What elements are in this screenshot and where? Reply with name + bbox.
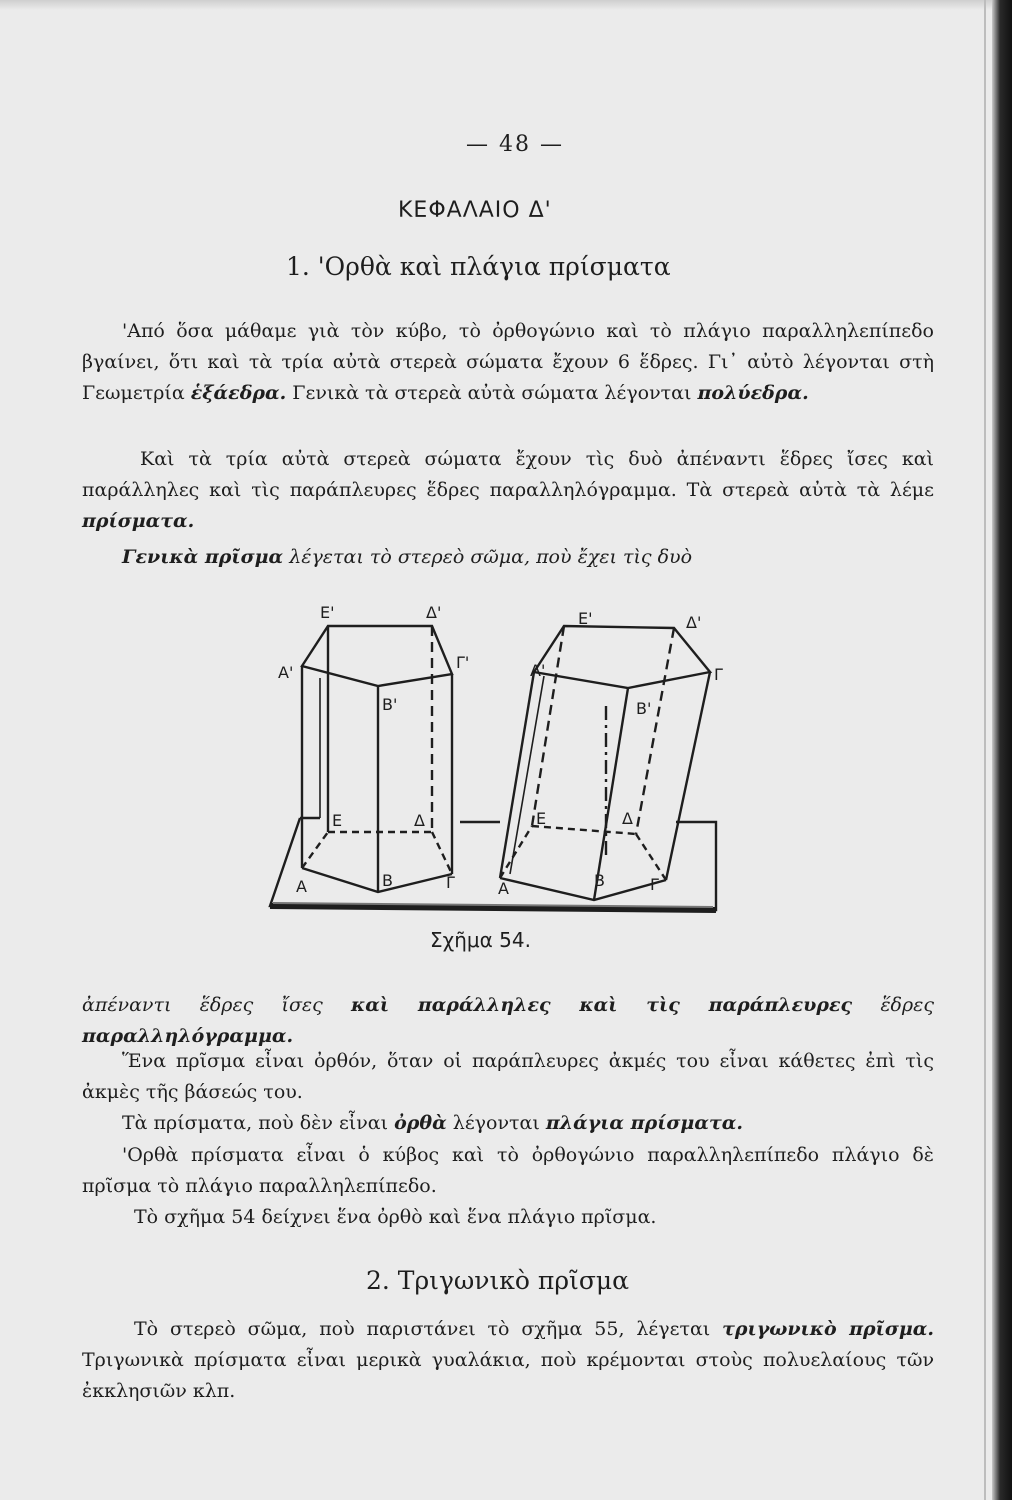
label-oblique-e-prime: Ε' — [578, 609, 593, 628]
term-polyhedra: πολύεδρα. — [697, 382, 809, 404]
paragraph-oblique-prism: Τὰ πρίσματα, ποὺ δὲν εἶναι ὀρθὰ λέγονται πλάγια πρίσματα. — [122, 1112, 743, 1134]
term-prisms: πρίσματα. — [82, 510, 195, 532]
page-top-shadow — [0, 0, 1012, 10]
label-oblique-e: Ε — [536, 809, 547, 828]
label-right-e: Ε — [332, 811, 343, 830]
label-oblique-a: Α — [498, 879, 509, 898]
chapter-title: ΚΕΦΑΛΑΙΟ Δ' — [398, 198, 552, 223]
figure-54 — [268, 596, 728, 918]
label-right-d: Δ — [414, 811, 425, 830]
oblique-prism-top-face — [534, 626, 710, 688]
oblique-prism-edge-b — [594, 688, 628, 900]
paragraph-triangular-prism: Τὸ στερεὸ σῶμα, ποὺ παριστάνει τὸ σχῆμα 55, λέγεται τριγωνικὸ πρῖσμα. Τριγωνικὰ πρίσματα εἶναι μερικὰ γυαλάκια, ποὺ κρέμονται στοὺς πολυελαίους τῶν ἐκκλησιῶν κλπ. — [82, 1318, 934, 1402]
label-oblique-g: Γ — [650, 875, 659, 894]
term-hexahedra: ἑξάεδρα. — [190, 382, 287, 404]
paragraph-definition-start: Γενικὰ πρῖσμα λέγεται τὸ στερεὸ σῶμα, ποὺ ἔχει τὶς δυὸ — [122, 546, 693, 568]
oblique-prism-edge-a — [500, 672, 534, 878]
label-right-d-prime: Δ' — [426, 603, 442, 622]
paragraph-definition-end: ἀπέναντι ἕδρες ἴσες καὶ παράλληλες καὶ τὶς παράπλευρες ἕδρες παραλληλόγραμμα. — [82, 994, 934, 1047]
paragraph-right-prism: Ἕνα πρῖσμα εἶναι ὀρθόν, ὅταν οἱ παράπλευρες ἀκμές του εἶναι κάθετες ἐπὶ τὶς ἀκμὲς τῆς βάσεώς του. — [82, 1050, 934, 1103]
label-right-b: Β — [382, 871, 393, 890]
label-right-a: Α — [296, 877, 307, 896]
paragraph-examples: 'Ορθὰ πρίσματα εἶναι ὁ κύβος καὶ τὸ ὀρθογώνιο παραλληλεπίπεδο πλάγιο δὲ πρῖσμα τὸ πλάγιο παραλληλεπίπεδο. — [82, 1144, 934, 1197]
label-oblique-d-prime: Δ' — [686, 613, 702, 632]
label-oblique-b-prime: Β' — [636, 699, 652, 718]
book-spine-edge — [984, 0, 986, 1500]
label-right-a-prime: Α' — [278, 663, 294, 682]
term-orthogonal: ὀρθὰ — [394, 1112, 447, 1134]
label-right-b-prime: Β' — [382, 695, 398, 714]
right-prism-top-face — [302, 626, 452, 686]
label-oblique-a-prime: Α' — [530, 661, 546, 680]
oblique-prism-edge-g — [666, 672, 710, 880]
paragraph-hexahedra: 'Από ὅσα μάθαμε γιὰ τὸν κύβο, τὸ ὀρθογώνιο καὶ τὸ πλάγιο παραλληλεπίπεδο βγαίνει, ὅτι καὶ τὰ τρία αὐτὰ στερεὰ σώματα ἔχουν 6 ἕδρες. Γι᾽ αὐτὸ λέγονται στὴ Γεωμετρία ἑξάεδρα. Γενικὰ τὰ στερεὰ αὐτὰ σώματα λέγονται πολύεδρα. — [82, 320, 934, 404]
term-triangular-prism: τριγωνικὸ πρῖσμα. — [722, 1318, 934, 1340]
figure-caption: Σχῆμα 54. — [430, 928, 531, 952]
page-number: — 48 — — [466, 132, 564, 157]
label-oblique-g-top: Γ — [714, 665, 723, 684]
label-right-g-prime: Γ' — [456, 653, 470, 672]
base-plane — [270, 818, 716, 910]
term-prism-general: Γενικὰ πρῖσμα — [122, 546, 284, 568]
section-title-triangular-prism: 2. Τριγωνικὸ πρῖσμα — [366, 1266, 630, 1295]
paragraph-figure-reference: Τὸ σχῆμα 54 δείχνει ἕνα ὀρθὸ καὶ ἕνα πλάγιο πρῖσμα. — [134, 1206, 657, 1228]
section-title-prisms: 1. 'Ορθὰ καὶ πλάγια πρίσματα — [286, 252, 671, 281]
book-spine — [992, 0, 1012, 1500]
label-oblique-b: Β — [594, 871, 605, 890]
paragraph-prisms: Καὶ τὰ τρία αὐτὰ στερεὰ σώματα ἔχουν τὶς δυὸ ἀπέναντι ἕδρες ἴσες καὶ παράλληλες καὶ τὶς παράπλευρες ἕδρες παραλληλόγραμμα. Τὰ στερεὰ αὐτὰ τὰ λέμε πρίσματα. — [82, 448, 934, 532]
label-right-e-prime: Ε' — [320, 603, 335, 622]
label-oblique-d: Δ — [622, 809, 633, 828]
prisms-diagram — [268, 596, 728, 918]
label-right-g: Γ — [446, 873, 455, 892]
term-oblique-prisms: πλάγια πρίσματα. — [545, 1112, 743, 1134]
